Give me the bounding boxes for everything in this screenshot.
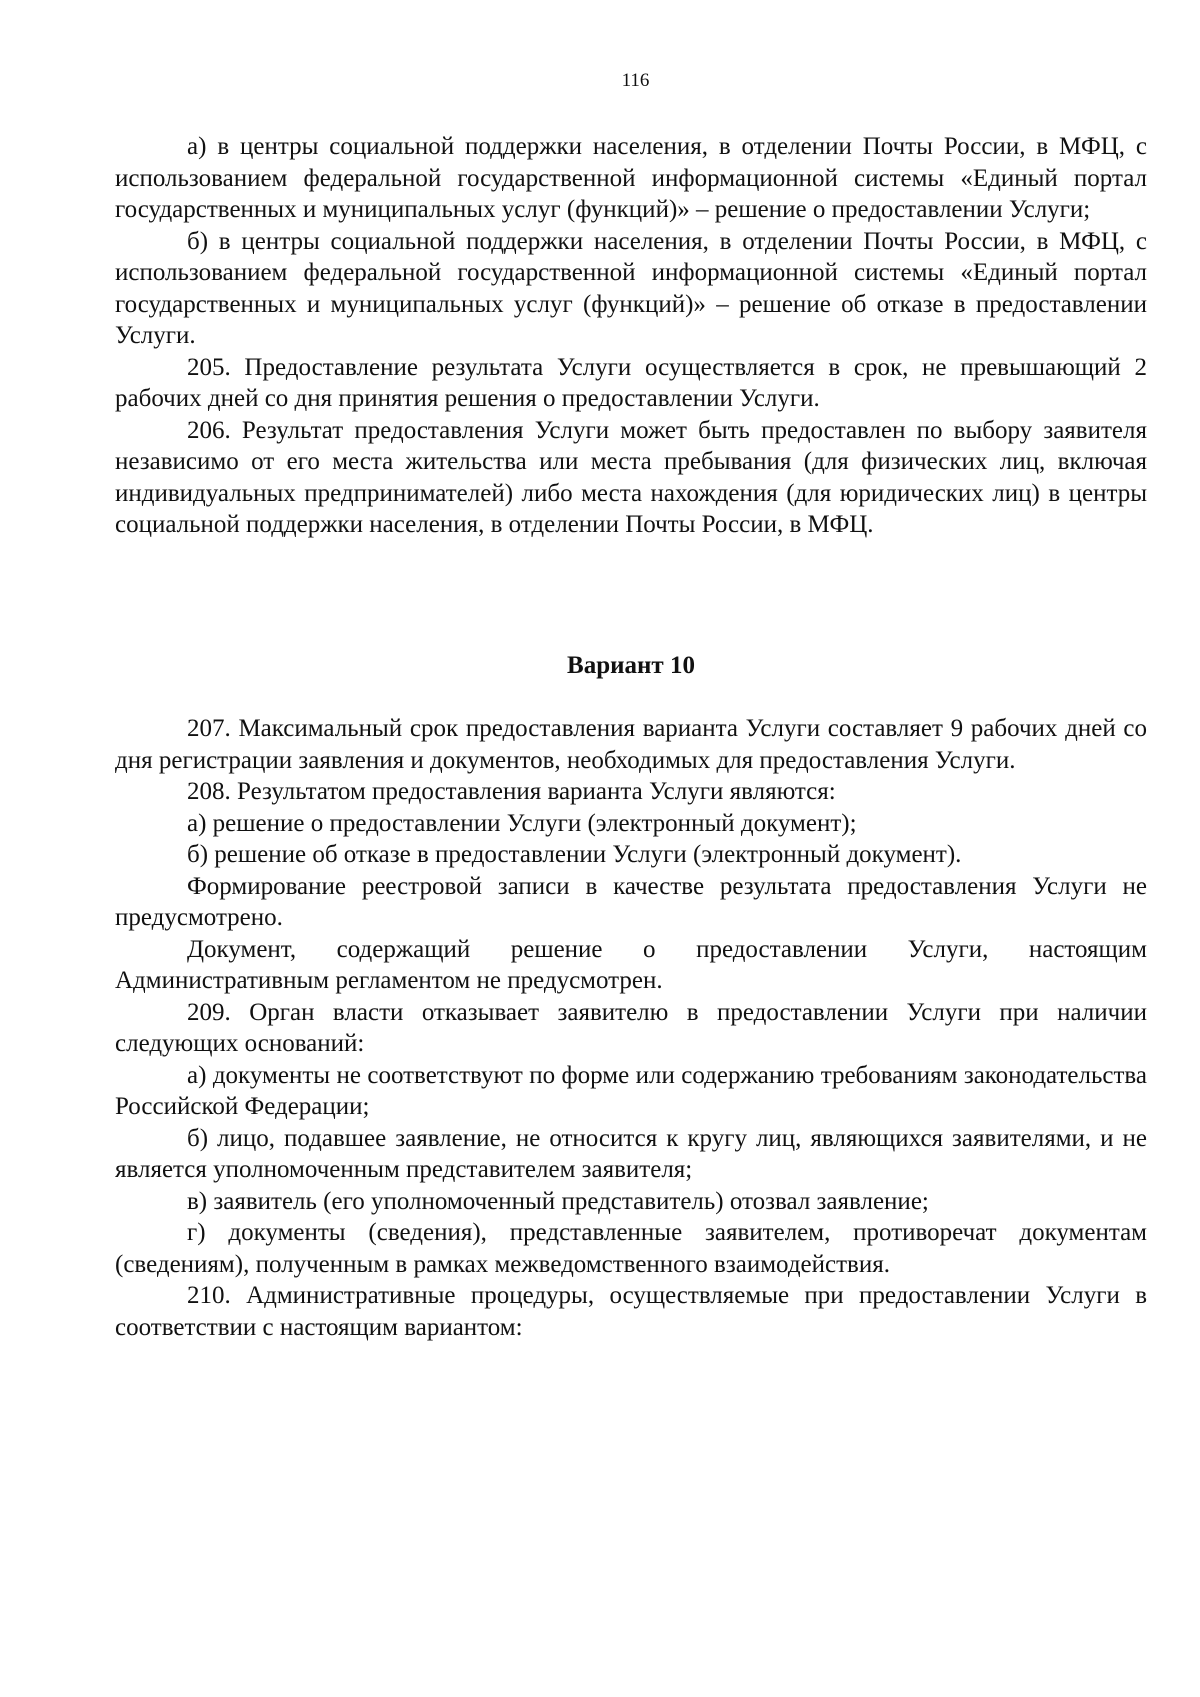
paragraph-205: 205. Предоставление результата Услуги осуществляется в срок, не превышающий 2 рабочих дней со дня принятия решения о предоставлении Услуги. [115,353,1147,412]
paragraph-208-a: а) решение о предоставлении Услуги (электронный документ); [187,809,857,837]
text-block-top [115,131,1147,541]
paragraph-209-a: а) документы не соответствуют по форме или содержанию требованиям законодательства Российской Федерации; [115,1061,1147,1120]
paragraph-209: 209. Орган власти отказывает заявителю в предоставлении Услуги при наличии следующих оснований: [115,998,1147,1057]
paragraph-209-d: г) документы (сведения), представленные заявителем, противоречат документам (сведениям), полученным в рамках межведомственного взаимодействия. [115,1219,1147,1278]
paragraph-206: 206. Результат предоставления Услуги может быть предоставлен по выбору заявителя независимо от его места жительства или места пребывания (для физических лиц, включая индивидуальных предпринимателей) либо места нахождения (для юридических лиц) в центры социальной поддержки населения, в отделении Почты России, в МФЦ. [115,416,1147,538]
page-number: 116 [621,70,650,91]
paragraph-207: 207. Максимальный срок предоставления варианта Услуги составляет 9 рабочих дней со дня регистрации заявления и документов, необходимых для предоставления Услуги. [115,715,1147,774]
paragraph-decision-document: Документ, содержащий решение о предоставлении Услуги, настоящим Административным регламентом не предусмотрен. [115,935,1147,994]
paragraph-209-c: в) заявитель (его уполномоченный представитель) отозвал заявление; [187,1187,929,1215]
text-block-bottom [115,713,1147,1343]
paragraph-item-b-refusal: б) в центры социальной поддержки населения, в отделении Почты России, в МФЦ, с использованием федеральной государственной информационной системы «Единый портал государственных и муниципальных услуг (функций)» – решение об отказе в предоставлении Услуги. [115,227,1147,349]
paragraph-208-b: б) решение об отказе в предоставлении Услуги (электронный документ). [187,841,962,868]
section-heading: Вариант 10 [567,652,695,679]
paragraph-208: 208. Результатом предоставления варианта Услуги являются: [187,778,836,805]
paragraph-210: 210. Административные процедуры, осуществляемые при предоставлении Услуги в соответствии с настоящим вариантом: [115,1282,1147,1341]
paragraph-item-a-decision: а) в центры социальной поддержки населения, в отделении Почты России, в МФЦ, с использованием федеральной государственной информационной системы «Единый портал государственных и муниципальных услуг (функций)» – решение о предоставлении Услуги; [115,133,1147,223]
paragraph-registry-record: Формирование реестровой записи в качестве результата предоставления Услуги не предусмотрено. [115,872,1147,931]
paragraph-209-b: б) лицо, подавшее заявление, не относится к кругу лиц, являющихся заявителями, и не является уполномоченным представителем заявителя; [115,1124,1147,1183]
